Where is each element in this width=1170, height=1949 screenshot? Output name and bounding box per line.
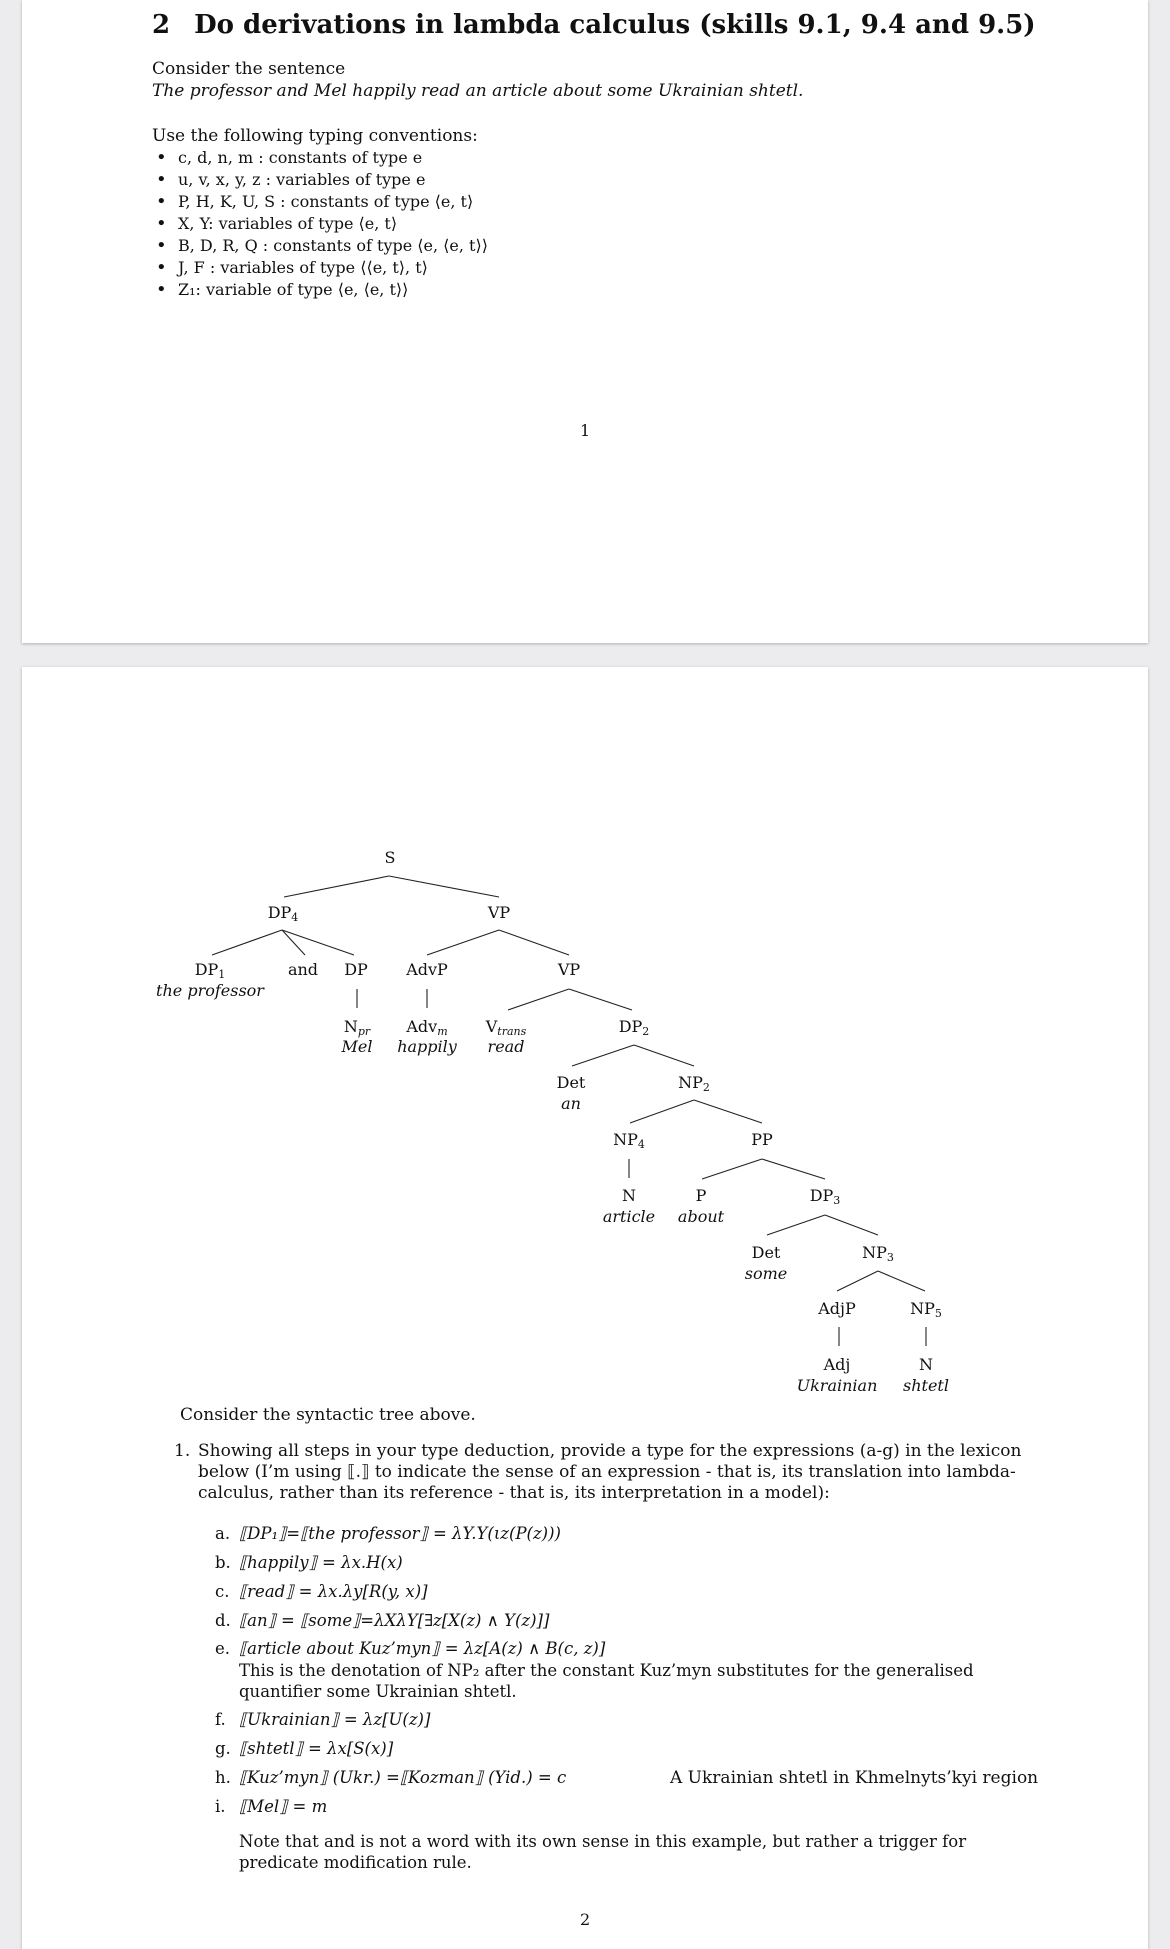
- item-label: a.: [215, 1524, 231, 1543]
- tree-node-pp: PP: [751, 1130, 773, 1149]
- tree-word-about: about: [677, 1207, 725, 1226]
- consider-sentence-label: Consider the sentence: [152, 59, 346, 79]
- tree-node-adj: Adj: [823, 1355, 851, 1374]
- lexicon-item-i: ⟦Mel⟧ = m: [239, 1797, 328, 1816]
- tree-node-dp1: $DP_1$: [194, 960, 226, 981]
- convention-item: • J, F : variables of type ⟨⟨e, t⟩, t⟩: [152, 257, 488, 279]
- lexicon-item-g: ⟦shtetl⟧ = λx[S(x)]: [239, 1739, 394, 1758]
- question-number: 1.: [174, 1441, 191, 1461]
- tree-node-dp4: $DP_4$: [267, 903, 299, 924]
- typing-conventions-list: [152, 147, 488, 301]
- convention-item: • B, D, R, Q : constants of type ⟨e, ⟨e, t⟩⟩: [152, 235, 488, 257]
- item-e-note: This is the denotation of NP₂ after the constant Kuz’myn substitutes for the generalised quantifier some Ukrainian shtetl.: [239, 1661, 974, 1701]
- question-text: Showing all steps in your type deduction, provide a type for the expressions (a-g) in the lexicon below (I’m using ⟦.⟧ to indicate the sense of an expression - that is, its translation into lambda-calculus, rather than its reference - that is, its interpretation in a model):: [198, 1441, 1022, 1503]
- lexicon-item-f: ⟦Ukrainian⟧ = λz[U(z)]: [239, 1710, 431, 1729]
- tree-word-shtetl: shtetl: [903, 1376, 949, 1395]
- item-label: e.: [215, 1639, 231, 1658]
- tree-word-the-professor: the professor: [156, 981, 264, 1000]
- tree-word-read: read: [487, 1037, 525, 1056]
- item-label: f.: [215, 1710, 226, 1729]
- consider-tree-text: Consider the syntactic tree above.: [180, 1405, 476, 1425]
- lexicon-item-h: ⟦Kuz’myn⟧ (Ukr.) =⟦Kozman⟧ (Yid.) = c: [239, 1768, 567, 1787]
- tree-word-an: an: [561, 1094, 581, 1113]
- item-label: d.: [215, 1611, 231, 1630]
- tree-node-np4: $NP_4$: [613, 1130, 645, 1151]
- and-note: Note that and is not a word with its own sense in this example, but rather a trigger for predicate modification rule.: [239, 1832, 967, 1872]
- tree-word-article: article: [602, 1207, 656, 1226]
- tree-node-adv: Adv$_m$: [406, 1017, 448, 1038]
- tree-node-det-some: Det: [751, 1243, 781, 1262]
- section-title: Do derivations in lambda calculus (skills 9.1, 9.4 and 9.5): [194, 10, 1036, 40]
- convention-item: • Z₁: variable of type ⟨e, ⟨e, t⟩⟩: [152, 279, 488, 301]
- item-label: h.: [215, 1768, 231, 1787]
- tree-node-dp: DP: [344, 960, 368, 979]
- tree-word-some: some: [744, 1264, 788, 1283]
- item-label: g.: [215, 1739, 231, 1758]
- tree-node-np2: $NP_2$: [678, 1073, 710, 1094]
- page-1: [22, 0, 1148, 643]
- page-number-2: 2: [580, 1910, 591, 1929]
- tree-node-s: S: [384, 848, 396, 867]
- tree-word-mel: Mel: [341, 1037, 373, 1056]
- conventions-intro: Use the following typing conventions:: [152, 126, 478, 146]
- tree-node-np5: $NP_5$: [910, 1299, 942, 1320]
- item-label: b.: [215, 1553, 231, 1572]
- section-number: 2: [152, 10, 171, 40]
- item-label: i.: [215, 1797, 226, 1816]
- tree-node-n-shtetl: N: [919, 1355, 933, 1374]
- example-sentence: The professor and Mel happily read an article about some Ukrainian shtetl.: [152, 81, 804, 101]
- convention-item: • u, v, x, y, z : variables of type e: [152, 169, 488, 191]
- lexicon-item-b: ⟦happily⟧ = λx.H(x): [239, 1553, 403, 1572]
- tree-node-adjp: AdjP: [818, 1299, 856, 1318]
- item-label: c.: [215, 1582, 230, 1601]
- tree-node-p: P: [695, 1186, 707, 1205]
- convention-item: • X, Y: variables of type ⟨e, t⟩: [152, 213, 488, 235]
- tree-node-n-article: N: [622, 1186, 636, 1205]
- tree-node-vp-top: VP: [487, 903, 511, 922]
- page-2: [22, 667, 1148, 1949]
- syntax-tree-branches: [22, 667, 1148, 1427]
- lexicon-item-c: ⟦read⟧ = λx.λy[R(y, x)]: [239, 1582, 428, 1601]
- tree-word-ukrainian: Ukrainian: [796, 1376, 878, 1395]
- tree-node-dp3: $DP_3$: [809, 1186, 841, 1207]
- lexicon-item-e: ⟦article about Kuz’myn⟧ = λz[A(z) ∧ B(c, z)]: [239, 1639, 606, 1658]
- tree-node-vp-inner: VP: [557, 960, 581, 979]
- item-h-note: A Ukrainian shtetl in Khmelnyts’kyi region: [670, 1768, 1039, 1788]
- lexicon-item-a: ⟦DP₁⟧=⟦the professor⟧ = λY.Y(ιz(P(z))): [239, 1524, 561, 1543]
- tree-node-v-trans: $V_{trans}$: [485, 1017, 527, 1038]
- tree-node-dp2: $DP_2$: [618, 1017, 650, 1038]
- convention-item: • c, d, n, m : constants of type e: [152, 147, 488, 169]
- tree-node-advp: AdvP: [406, 960, 448, 979]
- tree-word-happily: happily: [397, 1037, 457, 1056]
- tree-node-npr: $N_{pr}$: [343, 1017, 371, 1038]
- lexicon-item-d: ⟦an⟧ = ⟦some⟧=λXλY[∃z[X(z) ∧ Y(z)]]: [239, 1611, 550, 1630]
- tree-node-and: and: [287, 960, 319, 979]
- section-heading: [152, 10, 1036, 40]
- convention-item: • P, H, K, U, S : constants of type ⟨e, t⟩: [152, 191, 488, 213]
- tree-node-np3: $NP_3$: [862, 1243, 894, 1264]
- tree-node-det-an: Det: [556, 1073, 586, 1092]
- page-number-1: 1: [580, 421, 591, 440]
